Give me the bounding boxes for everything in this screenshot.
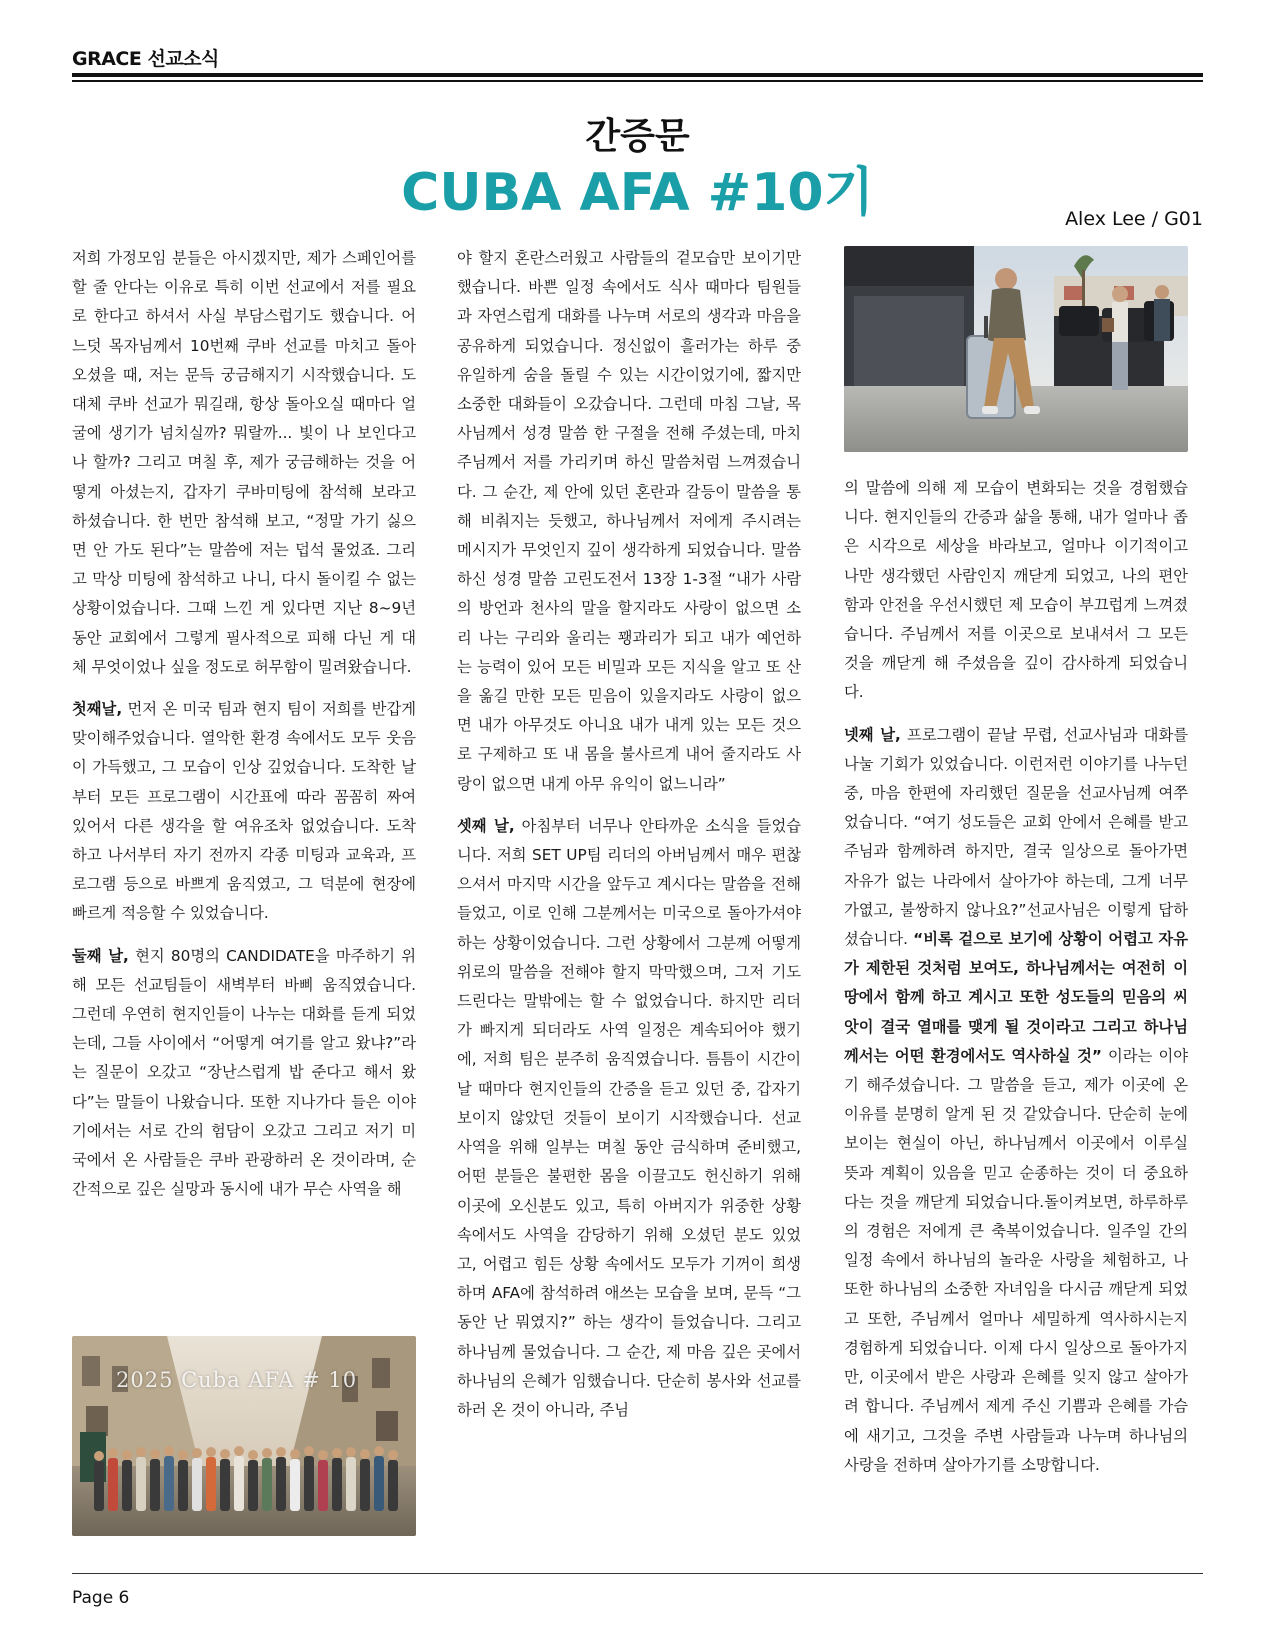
column-2 — [457, 244, 801, 1438]
article-title: 간증문 — [585, 116, 690, 157]
header-rule-thin — [72, 80, 1203, 82]
paragraph-day3 — [457, 812, 801, 1425]
day2-text-a: 현지 80명의 CANDIDATE을 마주하기 위해 모든 선교팀들이 새벽부터 바삐 움직였습니다. 그런데 우연히 현지인들이 나누는 대화를 듣게 되었는데, 그들 사이에서 “어떻게 여기를 알고 왔냐?”라는 질문이 오갔고 “장난스럽게 밥 준다고 해서 왔다”는 말들이 나왔습니다. 또한 지나가다 들은 이야기에서는 서로 간의 험담이 오갔고 그리고 저기 미국에서 온 사람들은 쿠바 관광하러 온 것이라며, 순간적으로 깊은 실망과 동시에 내가 무슨 사역을 해 — [72, 946, 416, 1199]
day3-lead: 셋째 날, — [457, 816, 515, 835]
group-photo — [72, 1336, 416, 1536]
day3-text-a: 아침부터 너무나 안타까운 소식을 들었습니다. 저희 SET UP팀 리더의 아버님께서 매우 편찮으셔서 마지막 시간을 앞두고 계시다는 말씀을 전해 들었고, 이로 인해 그분께서는 미국으로 돌아가셔야 하는 상황이었습니다. 그런 상황에서 그분께 어떻게 위로의 말씀을 전해야 할지 막막했으며, 그저 기도 드린다는 말밖에는 할 수 없었습니다. 하지만 리더가 빠지게 되더라도 사역 일정은 계속되어야 했기에, 저희 팀은 분주히 움직였습니다. 틈틈이 시간이 날 때마다 현지인들의 간증을 듣고 있던 중, 갑자기 보이지 않았던 것들이 보이기 시작했습니다. 선교 사역을 위해 일부는 며칠 동안 금식하며 준비했고, 어떤 분들은 불편한 몸을 이끌고도 헌신하기 위해 이곳에 오신분도 있고, 특히 아버지가 위중한 상황 속에서도 사역을 감당하기 위해 오셨던 분도 있었고, 어렵고 힘든 상황 속에서도 모두가 기꺼이 희생하며 AFA에 참석하려 애쓰는 모습을 보며, 문득 “그동안 난 뭐였지?” 하는 생각이 들었습니다. 그리고 하나님께 물었습니다. 그 순간, 제 마음 깊은 곳에서 하나님의 은혜가 임했습니다. 단순히 봉사와 선교를 하러 온 것이 아니라, 주님 — [457, 816, 801, 1419]
luggage-photo — [844, 246, 1188, 452]
day4-text-a: 프로그램이 끝날 무렵, 선교사님과 대화를 나눌 기회가 있었습니다. 이런저런 이야기를 나누던 중, 마음 한편에 자리했던 질문을 선교사님께 여쭈었습니다. “여기 성도들은 교회 안에서 은혜를 받고 주님과 함께하려 하지만, 결국 일상으로 돌아가면 자유가 없는 나라에서 살아가야 하는데, 그게 너무 가엾고, 불쌍하지 않나요?”선교사님은 이렇게 답하셨습니다. — [844, 725, 1188, 949]
day1-lead: 첫째날, — [72, 700, 123, 719]
missionary-quote: “비록 겉으로 보기에 상황이 어렵고 자유가 제한된 것처럼 보여도, 하나님께서는 여전히 이 땅에서 함께 하고 계시고 또한 성도들의 믿음의 씨앗이 결국 열매를 맺게 될 것이라고 그리고 하나님께서는 어떤 환경에서도 역사하실 것” — [844, 930, 1188, 1065]
day3-continued: 의 말씀에 의해 제 모습이 변화되는 것을 경험했습니다. 현지인들의 간증과 삶을 통해, 내가 얼마나 좁은 시각으로 세상을 바라보고, 얼마나 이기적이고 나만 생각했던 사람인지 깨닫게 되었고, 나의 편안함과 안전을 우선시했던 제 모습이 부끄럽게 느껴졌습니다. 주님께서 저를 이곳으로 보내셔서 그 모든 것을 깨닫게 해 주셨음을 깊이 감사하게 되었습니다. — [844, 479, 1188, 702]
paragraph-1: 저희 가정모임 분들은 아시겠지만, 제가 스페인어를 할 줄 안다는 이유로 특히 이번 선교에서 저를 필요로 한다고 하셔서 사실 부담스럽기도 했습니다. 어느덧 목자님께서 10번째 쿠바 선교를 마치고 돌아오셨을 때, 저는 문득 궁금해지기 시작했습니다. 도대체 쿠바 선교가 뭐길래, 항상 돌아오실 때마다 얼굴에 생기가 넘치실까? 뭐랄까... 빛이 나 보인다고 나 할까? 그리고 며칠 후, 제가 궁금해하는 것을 어떻게 아셨는지, 갑자기 쿠바미팅에 참석해 보라고 하셨습니다. 한 번만 참석해 보고, “정말 가기 싫으면 안 가도 된다”는 말씀에 저는 덥석 물었죠. 그리고 막상 미팅에 참석하고 나니, 다시 돌이킬 수 없는 상황이었습니다. 그때 느낀 게 있다면 지난 8~9년 동안 교회에서 그렇게 필사적으로 피해 다닌 게 대체 무엇이었나 싶을 정도로 허무함이 밀려왔습니다. — [72, 249, 416, 676]
group-photo-caption: 2025 Cuba AFA # 10 — [116, 1368, 358, 1392]
article-author: Alex Lee / G01 — [1065, 208, 1203, 230]
column-1 — [72, 244, 416, 1218]
day2-continued: 야 할지 혼란스러웠고 사람들의 겉모습만 보이기만 했습니다. 바쁜 일정 속에서도 식사 때마다 팀원들과 자연스럽게 대화를 나누며 서로의 생각과 마음을 공유하게 되었습니다. 정신없이 흘러가는 하루 중 유일하게 숨을 돌릴 수 있는 시간이었기에, 짧지만 소중한 대화들이 오갔습니다. 그런데 마침 그날, 목사님께서 성경 말씀 한 구절을 전해 주셨는데, 마치 주님께서 저를 가리키며 하신 말씀처럼 느껴졌습니다. 그 순간, 제 안에 있던 혼란과 갈등이 말씀을 통해 비춰지는 듯했고, 하나님께서 저에게 주시려는 메시지가 무엇인지 깊이 생각하게 되었습니다. 말씀하신 성경 말씀 고린도전서 13장 1-3절 “내가 사람의 방언과 천사의 말을 할지라도 사랑이 없으면 소리 나는 구리와 울리는 꽹과리가 되고 내가 예언하는 능력이 있어 모든 비밀과 모든 지식을 알고 또 산을 옮길 만한 모든 믿음이 있을지라도 사랑이 없으면 내가 아무것도 아니요 내가 내게 있는 모든 것으로 구제하고 또 내 몸을 불사르게 내어 줄지라도 사랑이 없으면 내게 아무 유익이 없느니라” — [457, 249, 801, 793]
day4-lead: 넷째 날, — [844, 725, 901, 744]
day4-text-b: 이라는 이야기 해주셨습니다. 그 말씀을 듣고, 제가 이곳에 온 이유를 분명히 알게 된 것 같았습니다. 단순히 눈에 보이는 현실이 아닌, 하나님께서 이곳에서 이루실 뜻과 계획이 있음을 믿고 순종하는 것이 더 중요하다는 것을 깨닫게 되었습니다.돌이켜보면, 하루하루의 경험은 저에게 큰 축복이었습니다. 일주일 간의 일정 속에서 하나님의 놀라운 사랑을 체험하고, 나 또한 하나님의 소중한 자녀임을 다시금 깨닫게 되었고 또한, 주님께서 얼마나 세밀하게 역사하시는지 경험하게 되었습니다. 이제 다시 일상으로 돌아가지만, 이곳에서 받은 사랑과 은혜를 잊지 않고 살아가려 합니다. 주님께서 제게 주신 기쁨과 은혜를 가슴에 새기고, 그것을 주변 사람들과 나누며 하나님의 사랑을 전하며 살아가기를 소망합니다. — [844, 1046, 1189, 1474]
day2-lead: 둘째 날, — [72, 946, 129, 965]
publication-name: GRACE 선교소식 — [72, 48, 219, 70]
day1-text: 먼저 온 미국 팀과 현지 팀이 저희를 반갑게 맞이해주었습니다. 열악한 환경 속에서도 모두 웃음이 가득했고, 그 모습이 인상 깊었습니다. 도착한 날부터 모든 프로그램이 시간표에 따라 꼼꼼히 짜여 있어서 다른 생각을 할 여유조차 없었습니다. 도착하고 나서부터 자기 전까지 각종 미팅과 교육과, 프로그램 등으로 바쁘게 움직였고, 그 덕분에 현장에 빠르게 적응할 수 있었습니다. — [72, 700, 416, 923]
paragraph-day2 — [72, 942, 416, 1205]
page-number: Page 6 — [72, 1588, 130, 1608]
column-3 — [844, 474, 1188, 1493]
article-subtitle: CUBA AFA #10기 — [401, 163, 874, 223]
footer-rule — [72, 1573, 1203, 1574]
header-rule-thick — [72, 73, 1203, 77]
paragraph-day1 — [72, 695, 416, 929]
paragraph-day4 — [844, 721, 1188, 1480]
